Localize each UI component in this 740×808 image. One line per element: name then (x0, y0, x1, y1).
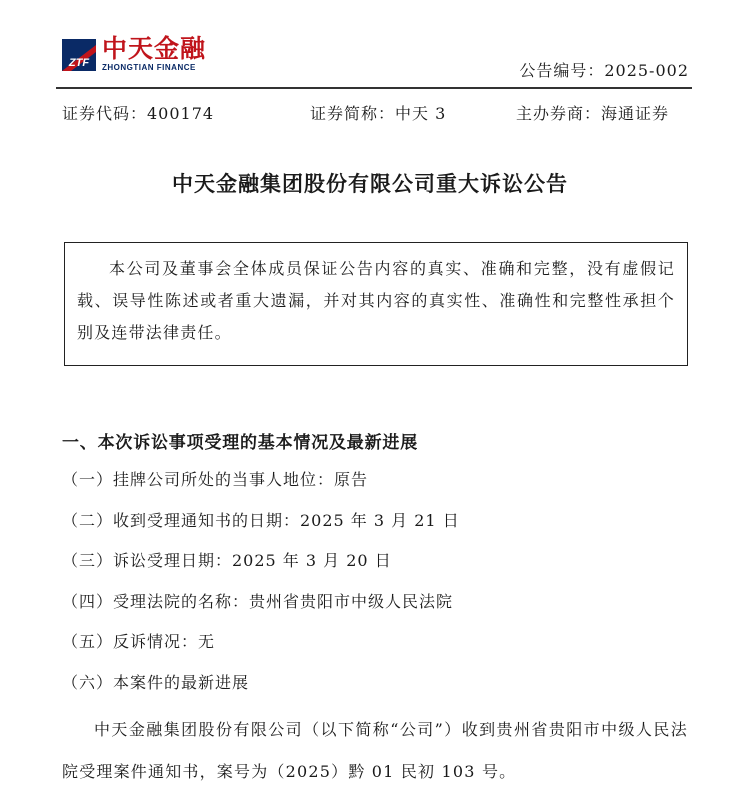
list-item: （五）反诉情况：无 (62, 632, 216, 652)
list-item: （六）本案件的最新进展 (62, 672, 250, 692)
sponsor-broker: 主办券商：海通证券 (516, 104, 670, 123)
section-heading: 一、本次诉讼事项受理的基本情况及最新进展 (62, 433, 418, 453)
notice-number: 公告编号：2025-002 (519, 61, 689, 80)
security-abbreviation: 证券简称：中天 3 (310, 104, 447, 123)
page-title: 中天金融集团股份有限公司重大诉讼公告 (172, 172, 568, 196)
header-divider (56, 87, 692, 89)
list-item: （一）挂牌公司所处的当事人地位：原告 (62, 470, 369, 489)
logo-english-name: ZHONGTIAN FINANCE (102, 63, 196, 72)
logo-chinese-name: 中天金融 (102, 34, 207, 63)
company-logo (62, 36, 206, 73)
list-item: （二）收到受理通知书的日期：2025 年 3 月 21 日 (62, 510, 460, 530)
case-progress-paragraph: 中天金融集团股份有限公司（以下简称“公司”）收到贵州省贵阳市中级人民法院受理案件通知书，案号为（2025）黔 01 民初 103 号。 (62, 720, 688, 781)
security-code: 证券代码：400174 (62, 104, 215, 123)
list-item: （四）受理法院的名称：贵州省贵阳市中级人民法院 (62, 591, 454, 611)
logo-text (102, 36, 206, 73)
security-info-row (62, 101, 692, 125)
case-details-list (62, 468, 702, 712)
logo-mark-text: ZTF (68, 56, 90, 69)
declaration-box: 本公司及董事会全体成员保证公告内容的真实、准确和完整，没有虚假记载、误导性陈述或者重大遗漏，并对其内容的真实性、准确性和完整性承担个别及连带法律责任。 (64, 242, 688, 366)
list-item: （三）诉讼受理日期：2025 年 3 月 20 日 (62, 551, 392, 571)
ztf-logo-icon (62, 39, 96, 71)
